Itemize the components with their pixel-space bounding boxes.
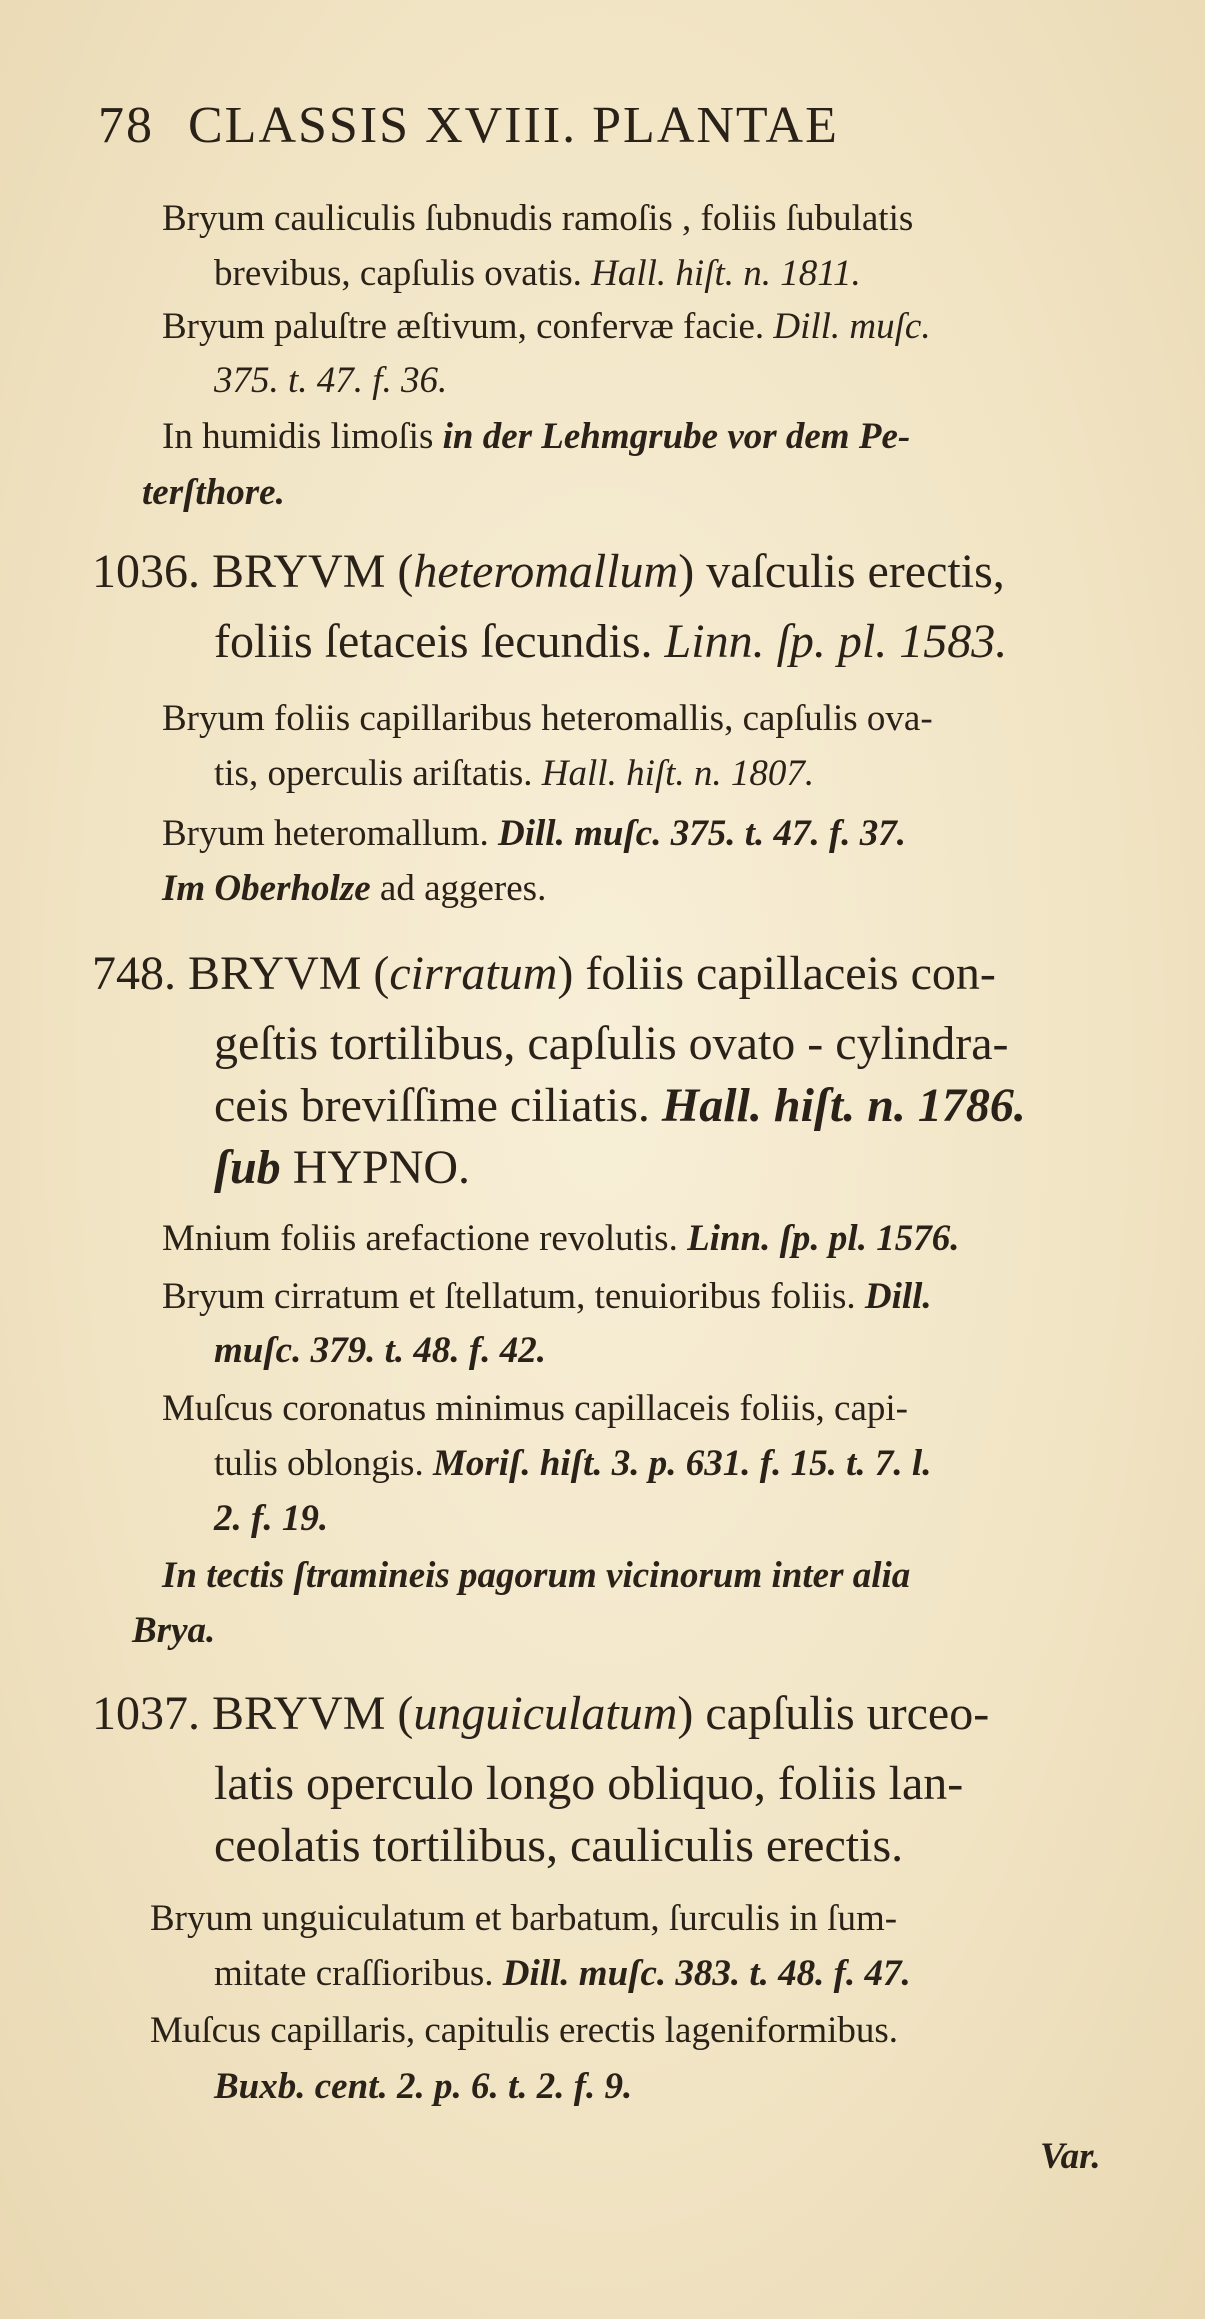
genus-name: BRYVM	[212, 545, 386, 598]
text-line: Bryum cauliculis ſubnudis ramoſis , foliis ſubulatis	[162, 198, 914, 239]
text-line: brevibus, capſulis ovatis. Hall. hiſt. n. 1811.	[214, 253, 861, 294]
text-line: Bryum cirratum et ſtellatum, tenuioribus foliis. Dill.	[162, 1276, 932, 1317]
text-line: Im Oberholze ad aggeres.	[162, 868, 547, 909]
species-heading: 1036. BRYVM (heteromallum) vaſculis erectis,	[92, 545, 1005, 598]
text-line: foliis ſetaceis ſecundis. Linn. ſp. pl. 1583.	[214, 615, 1008, 668]
text-line: Bryum foliis capillaribus heteromallis, capſulis ova-	[162, 698, 933, 739]
text-line: Muſcus coronatus minimus capillaceis foliis, capi-	[162, 1388, 908, 1429]
text-line: geſtis tortilibus, capſulis ovato - cylindra-	[214, 1017, 1009, 1070]
genus-name: BRYVM	[212, 1687, 386, 1740]
genus-name: BRYVM	[188, 947, 362, 1000]
page-number: 78	[98, 97, 154, 154]
text-line: In tectis ſtramineis pagorum vicinorum inter alia	[162, 1555, 911, 1596]
text-line: latis operculo longo obliquo, foliis lan-	[214, 1757, 964, 1810]
text-line: ceolatis tortilibus, cauliculis erectis.	[214, 1819, 904, 1872]
species-name: heteromallum	[413, 545, 679, 598]
text-line: tulis oblongis. Moriſ. hiſt. 3. p. 631. f. 15. t. 7. l.	[214, 1443, 932, 1484]
text-line: tis, operculis ariſtatis. Hall. hiſt. n. 1807.	[214, 753, 815, 794]
text-line: Buxb. cent. 2. p. 6. t. 2. f. 9.	[214, 2066, 633, 2107]
text-line: 375. t. 47. f. 36.	[214, 360, 448, 401]
species-name: unguiculatum	[413, 1687, 678, 1740]
text-line: Muſcus capillaris, capitulis erectis lageniformibus.	[150, 2010, 899, 2051]
species-heading: 748. BRYVM (cirratum) foliis capillaceis con-	[92, 947, 996, 1000]
text-line: muſc. 379. t. 48. f. 42.	[214, 1330, 546, 1371]
text-line: mitate craſſioribus. Dill. muſc. 383. t. 48. f. 47.	[214, 1953, 911, 1994]
text-line: Bryum unguiculatum et barbatum, ſurculis in ſum-	[150, 1898, 898, 1939]
entry-number: 1036.	[92, 545, 200, 598]
catchword: Var.	[1040, 2136, 1101, 2177]
text-line: Mnium foliis arefactione revolutis. Linn. ſp. pl. 1576.	[162, 1218, 960, 1259]
text-line: In humidis limoſis in der Lehmgrube vor dem Pe-	[162, 416, 911, 457]
text-line: Brya.	[132, 1610, 216, 1651]
running-title: CLASSIS XVIII. PLANTAE	[188, 97, 839, 154]
text-line: 2. f. 19.	[214, 1498, 329, 1539]
text-line: terſthore.	[142, 472, 285, 513]
entry-number: 748.	[92, 947, 176, 1000]
text-line: ſub HYPNO.	[214, 1141, 471, 1194]
text-line: Bryum heteromallum. Dill. muſc. 375. t. 47. f. 37.	[162, 813, 907, 854]
species-name: cirratum	[389, 947, 558, 1000]
text-line: ceis breviſſime ciliatis. Hall. hiſt. n. 1786.	[214, 1079, 1026, 1132]
text-line: Bryum paluſtre æſtivum, confervæ facie. Dill. muſc.	[162, 306, 931, 347]
species-heading: 1037. BRYVM (unguiculatum) capſulis urceo-	[92, 1687, 990, 1740]
entry-number: 1037.	[92, 1687, 200, 1740]
